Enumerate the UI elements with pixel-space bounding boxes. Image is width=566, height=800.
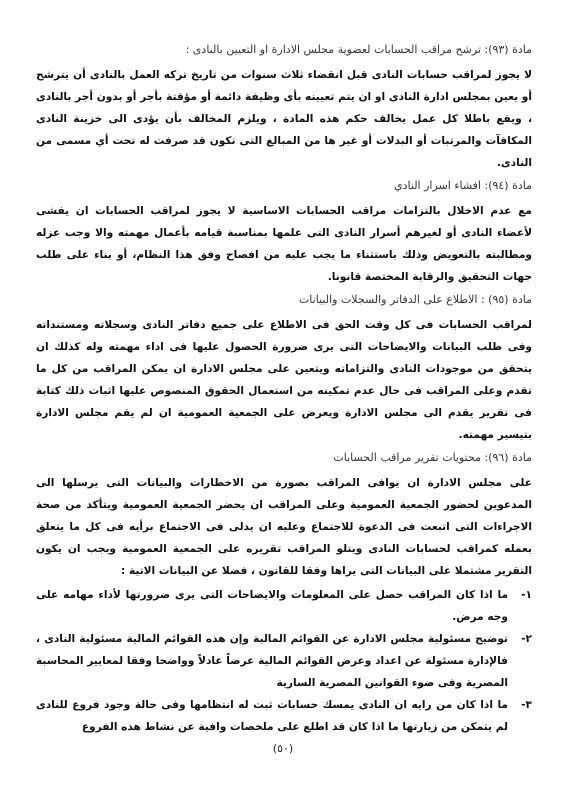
- list-item: [36, 584, 532, 628]
- article-96: [36, 448, 532, 738]
- article-heading: مادة (٩٦): محتويات تقرير مراقب الحسابات: [333, 451, 532, 464]
- article-heading: مادة (٩٤): افشاء اسرار النادي: [394, 179, 532, 192]
- article-95: [36, 290, 532, 446]
- article-paragraph: على مجلس الادارة ان يوافى المراقب بصورة من الاخطارات والبيانات التى يرسلها الى المدعوين لحضور الجمعية العمومية وعلى المراقب ان يحضر الجمعية العمومية ويتأكد من صحة الاجراءات التى اتبعت فى الدعوة للاجتماع وعليه ان يدلى فى الاجتماع برأيه فى كل ما يتعلق بعمله كمراقب لحسابات النادى ويتلو المراقب تقريره على الجمعية العمومية ويجب ان يكون التقرير مشتملا على البيانات التى يراها وفقا للقانون ، فضلا عن البيانات الاتية :: [36, 477, 532, 577]
- list-item-number: ٣-: [521, 699, 532, 711]
- article-paragraph: مع عدم الاخلال بالتزامات مراقب الحسابات الاساسية لا يجوز لمراقب الحسابات ان يفشى لأعضاء النادى أو لغيرهم أسرار النادى التى علمها بمناسبة قيامه بأعمال مهمته والا وجب عزله ومطالبته بالتعويض وذلك باستثناء ما يجب عليه من افصاح وفق هذا النظام، أو بناء على طلب جهات التحقيق والرقابة المختصة قانونا.: [36, 205, 532, 283]
- page-number: (٥٠): [272, 742, 294, 755]
- article-heading: مادة (٩٣): ترشح مراقب الحسابات لعضوية مجلس الادارة او التعيين بالنادى :: [185, 43, 532, 56]
- article-heading: مادة (٩٥) : الاطلاع على الدفاتر والسجلات والبيانات: [298, 293, 532, 306]
- list-item-number: ٢-: [521, 633, 532, 645]
- list-item-text: ما اذا كان المراقب حصل على المعلومات والايضاحات التى يرى ضرورتها لأداء مهامه على وجه مرض.: [36, 589, 508, 623]
- list-item-number: ١-: [521, 589, 532, 601]
- article-paragraph: لا يجوز لمراقب حسابات النادى قبل انقضاء ثلاث سنوات من تاريخ تركه العمل بالنادى أن يترشح أو يعين بمجلس ادارة النادى او ان يتم تعيينه بأى وظيفة دائمة أو مؤقتة بأجر أو بدون أجر بالنادى ، ويقع باطلا كل عمل يخالف حكم هذه المادة ، ويلزم المخالف بأن يؤدى الى خزينة النادى المكافآت والمرتبات أو البدلات أو غير ها من المبالغ التى تكون قد صرفت له تحت أي مسمى من النادى.: [36, 69, 532, 169]
- list-item: [36, 628, 532, 694]
- list-item: [36, 694, 532, 738]
- list-item-text: توضيح مسئولية مجلس الادارة عن القوائم المالية وإن هذه القوائم المالية مسئولية النادى ، فالإدارة مسئولة عن اعداد وعرض القوائم المالية عرضاً عادلاً وواضحا وفقا لمعايير المحاسبة المصرية وفى ضوء القوانين المصرية السارية: [36, 633, 508, 689]
- article-93: [36, 40, 532, 174]
- article-94: [36, 176, 532, 288]
- list-item-text: ما اذا كان من رايه ان النادى يمسك حسابات ثبت له انتظامها وفى حالة وجود فروع للنادى لم يتمكن من زيارتها ما اذا كان قد اطلع على ملخصات وافية عن نشاط هذه الفروع: [36, 699, 508, 733]
- article-paragraph: لمراقب الحسابات فى كل وقت الحق فى الاطلاع على جميع دفاتر النادى وسجلاته ومستنداته وفى طلب البيانات والايضاحات التى يرى ضرورة الحصول عليها فى اداء مهمته وله كذلك ان يتحقق من موجودات النادى والتزاماته ويتعين على مجلس الادارة ان يمكن المراقب من كل ما تقدم وعلى المراقب فى حال عدم تمكينه من استعمال الحقوق المنصوص عليها اثبات ذلك كتابة فى تقرير يقدم الى مجلس الادارة ويعرض على الجمعية العمومية ان لم يقم مجلس الادارة بتيسير مهمته.: [36, 319, 532, 441]
- numbered-list: [36, 584, 532, 738]
